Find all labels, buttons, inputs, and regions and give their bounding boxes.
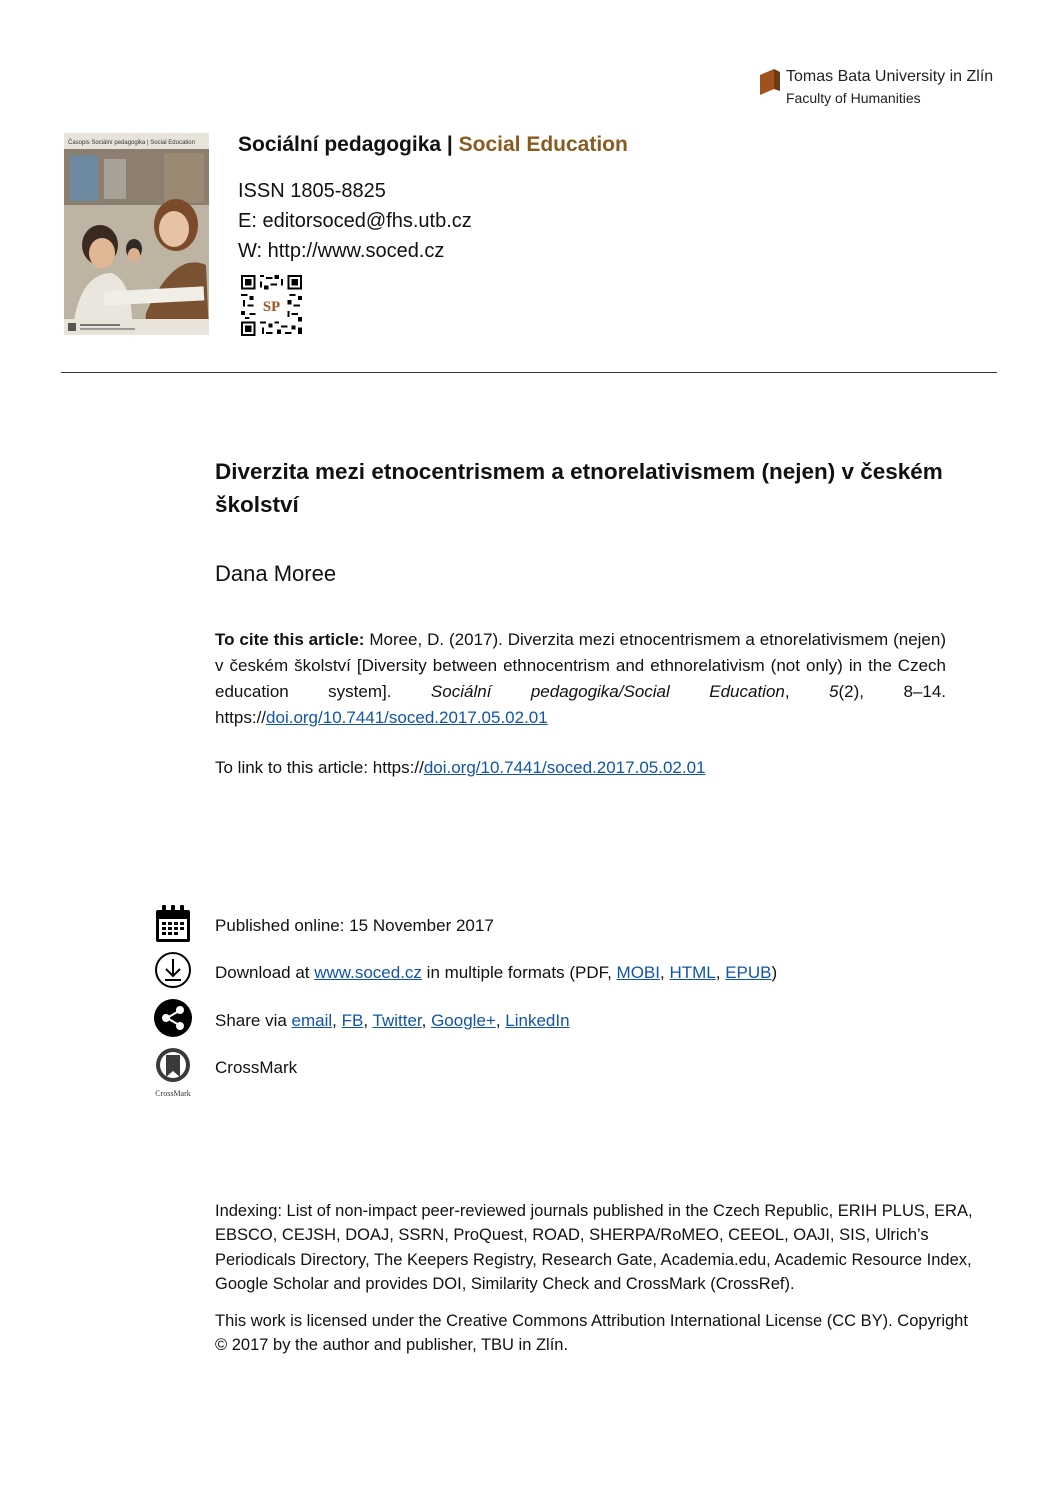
article-doi-link[interactable]: doi.org/10.7441/soced.2017.05.02.01: [423, 758, 706, 777]
crossmark-text[interactable]: CrossMark: [215, 1058, 298, 1077]
journal-title: [238, 133, 628, 157]
download-icon: [153, 950, 193, 990]
journal-cover-image: [64, 133, 209, 335]
cover-title: Časopis Sociální pedagogika | Social Education: [68, 140, 195, 146]
faculty-name: Faculty of Humanities: [786, 90, 921, 106]
university-name: Tomas Bata University in Zlín: [786, 68, 994, 85]
format-epub-link[interactable]: EPUB: [725, 963, 772, 982]
citation-paragraph: [215, 627, 946, 731]
cite-volume: 5: [829, 682, 839, 701]
download-site-link[interactable]: www.soced.cz: [314, 963, 422, 982]
download-end: ): [771, 963, 778, 982]
share-fb-link[interactable]: FB: [341, 1011, 364, 1030]
cite-issue-pages: (2), 8–14. https://: [215, 682, 947, 727]
journal-issn: ISSN 1805-8825: [238, 180, 386, 202]
calendar-icon: [153, 904, 193, 944]
journal-website[interactable]: W: http://www.soced.cz: [238, 240, 445, 262]
article-author: Dana Moree: [215, 561, 337, 586]
format-mobi-link[interactable]: MOBI: [616, 963, 660, 982]
indexing-paragraph: Indexing: List of non-impact peer-reviewed journals published in the Czech Republic, ERIH PLUS, ERA, EBSCO, CEJSH, DOAJ, SSRN, ProQuest, ROAD, SHERPA/RoMEO, CEEOL, OAJI, SIS, Ulrich’s Periodicals Directory, The Keepers Registry, Research Gate, Academia.edu, Academic Resource Index, Google Scholar and provides DOI, Similarity Check and CrossMark (CrossRef).: [215, 1202, 973, 1293]
share-icon: [153, 998, 193, 1038]
link-to-article: [215, 758, 706, 778]
qr-code: [241, 275, 302, 336]
download-middle: in multiple formats (PDF,: [421, 963, 617, 982]
share-prefix: Share via: [215, 1011, 292, 1030]
university-logo: [760, 67, 1000, 109]
crossmark-icon[interactable]: [150, 1046, 196, 1098]
download-line: Download at www.soced.cz in multiple formats (PDF, MOBI, HTML, EPUB): [215, 963, 778, 982]
share-line: Share via email, FB, Twitter, Google+, LinkedIn: [215, 1011, 570, 1030]
crossmark-icon-label: CrossMark: [155, 1089, 191, 1098]
qr-center-label: SP: [262, 298, 281, 315]
share-twitter-link[interactable]: Twitter: [372, 1011, 422, 1030]
journal-name-separator: |: [446, 133, 453, 156]
header-divider: [61, 372, 997, 373]
university-logo-icon: [760, 69, 780, 95]
share-email-link[interactable]: email: [291, 1011, 333, 1030]
article-title: Diverzita mezi etnocentrismem a etnorelativismem (nejen) v českém školství: [215, 459, 943, 517]
cite-volume-separator: ,: [784, 682, 830, 701]
published-date: Published online: 15 November 2017: [215, 916, 494, 935]
share-linkedin-link[interactable]: LinkedIn: [505, 1011, 570, 1030]
journal-email[interactable]: E: editorsoced@fhs.utb.cz: [238, 210, 472, 232]
share-googleplus-link[interactable]: Google+: [431, 1011, 496, 1030]
license-paragraph: This work is licensed under the Creative Commons Attribution International License (CC BY). Copyright © 2017 by the author and publisher, TBU in Zlín.: [215, 1312, 968, 1355]
link-label: To link to this article: https://: [215, 758, 424, 777]
journal-name-cz: Sociální pedagogika: [238, 133, 442, 156]
format-html-link[interactable]: HTML: [669, 963, 716, 982]
cite-journal: Sociální pedagogika/Social Education: [430, 682, 785, 701]
journal-name-en: Social Education: [458, 133, 628, 156]
download-prefix: Download at: [215, 963, 315, 982]
cite-label: To cite this article:: [215, 630, 365, 649]
cite-doi-link[interactable]: doi.org/10.7441/soced.2017.05.02.01: [266, 708, 548, 727]
cite-text: Moree, D. (2017). Diverzita mezi etnocentrismem a etnorelativismem (nejen) v českém školství [Diversity between ethnocentrism and ethnorelativism (not only) in the Czech education system].: [215, 630, 946, 701]
